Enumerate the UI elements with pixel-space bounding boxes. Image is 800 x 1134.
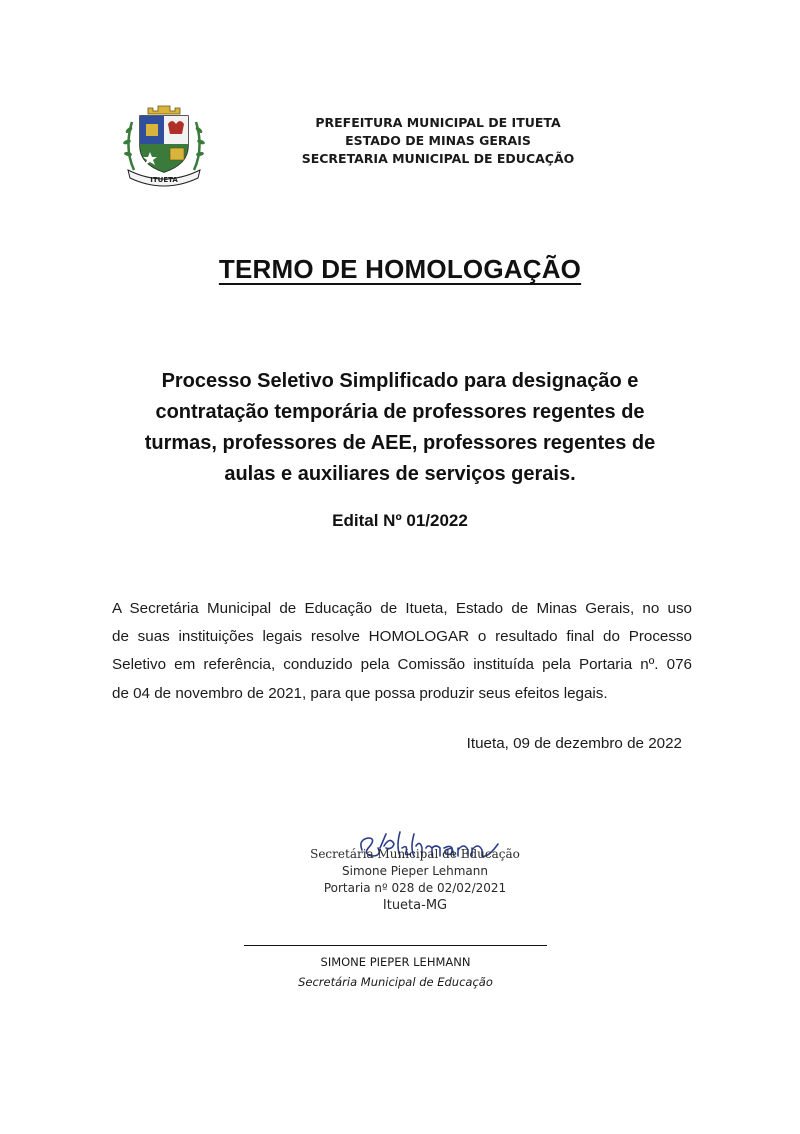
process-subject bbox=[110, 366, 690, 490]
letterhead-line-prefeitura: PREFEITURA MUNICIPAL DE ITUETA bbox=[315, 115, 561, 130]
signer-name: SIMONE PIEPER LEHMANN bbox=[320, 955, 471, 969]
official-stamp bbox=[300, 846, 530, 914]
document-title: TERMO DE HOMOLOGAÇÃO bbox=[218, 254, 582, 284]
signature-line bbox=[244, 945, 547, 946]
subject-line: aulas e auxiliares de serviços gerais. bbox=[224, 463, 576, 485]
signer-block bbox=[244, 952, 547, 992]
crest-ribbon-text: ITUETA bbox=[150, 176, 178, 184]
letterhead bbox=[258, 114, 618, 168]
place-and-date: Itueta, 09 de dezembro de 2022 bbox=[466, 735, 682, 752]
municipal-crest-icon bbox=[120, 100, 208, 188]
paragraph-line: de 04 de novembro de 2021, para que possa produzir seus efeitos legais. bbox=[112, 684, 608, 702]
stamp-name: Simone Pieper Lehmann bbox=[342, 864, 488, 878]
document-title-wrapper bbox=[0, 254, 800, 285]
edital-number: Edital Nº 01/2022 bbox=[332, 511, 468, 530]
paragraph-line: de suas instituições legais resolve HOMOLOGAR o resultado final do Processo bbox=[112, 628, 692, 646]
paragraph-line: Seletivo em referência, conduzido pela Comissão instituída pela Portaria nº. 076 bbox=[112, 656, 692, 674]
subject-line: turmas, professores de AEE, professores regentes de bbox=[144, 432, 656, 454]
subject-line: contratação temporária de professores regentes de bbox=[155, 401, 645, 423]
stamp-portaria: Portaria nº 028 de 02/02/2021 bbox=[323, 881, 507, 895]
paragraph-line: A Secretária Municipal de Educação de Itueta, Estado de Minas Gerais, no uso bbox=[112, 600, 692, 617]
signer-role: Secretária Municipal de Educação bbox=[298, 975, 493, 989]
stamp-city: Itueta-MG bbox=[382, 898, 448, 913]
subject-line: Processo Seletivo Simplificado para designação e bbox=[161, 370, 639, 392]
letterhead-line-secretaria: SECRETARIA MUNICIPAL DE EDUCAÇÃO bbox=[301, 151, 575, 166]
letterhead-line-estado: ESTADO DE MINAS GERAIS bbox=[345, 133, 531, 148]
homologation-paragraph bbox=[112, 595, 692, 708]
stamp-role: Secretária Municipal de Educação bbox=[310, 847, 520, 861]
